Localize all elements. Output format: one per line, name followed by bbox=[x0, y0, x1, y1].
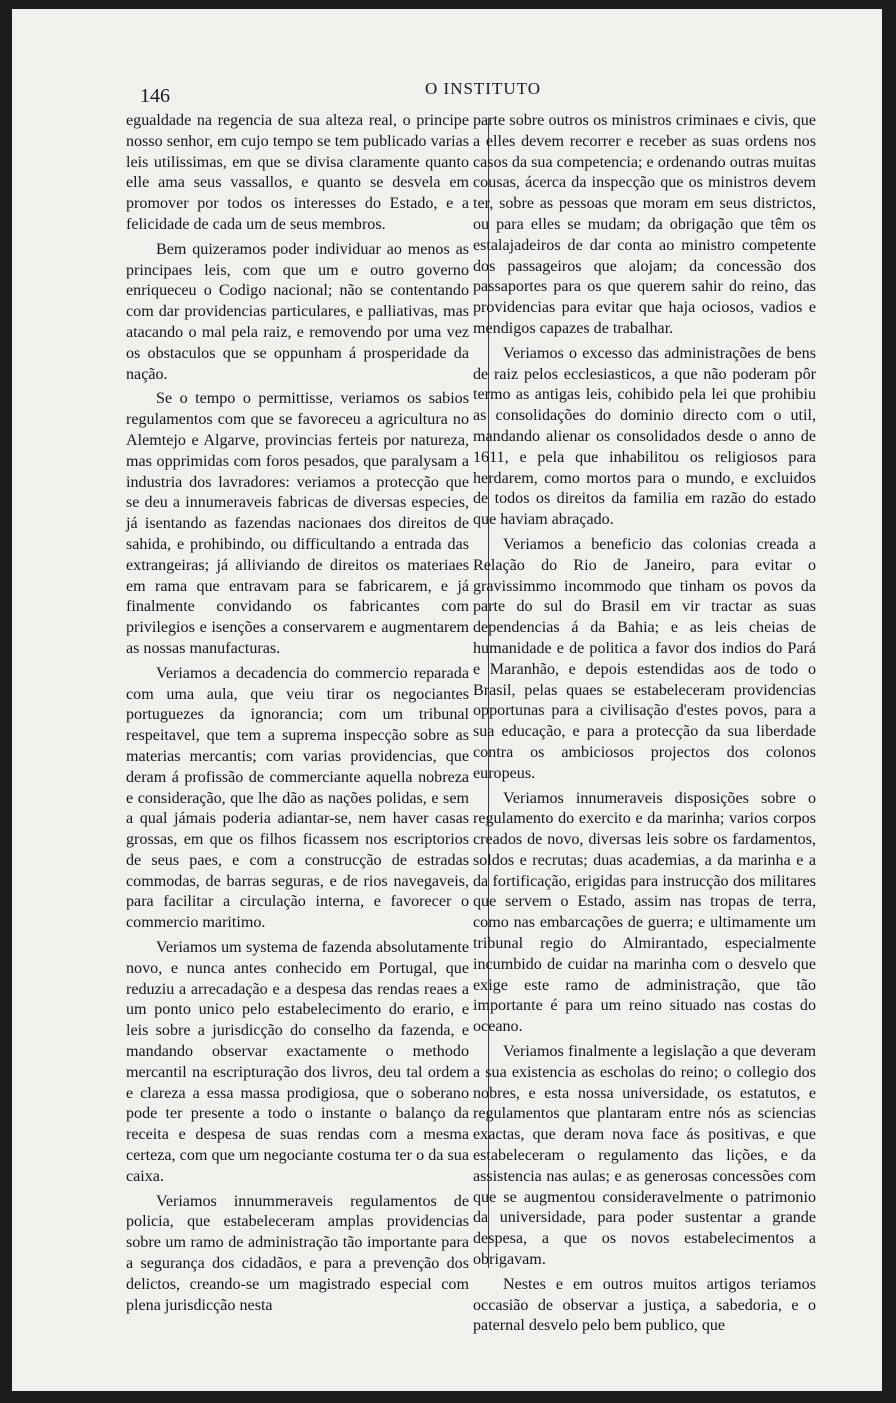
paragraph: Veriamos a beneficio das colonias creada a Relação do Rio de Janeiro, para evitar o gravissimmo incommodo que tinham os povos da parte do sul do Brasil em vir tractar as suas dependencias á da Bahia; e as leis cheias de humanidade e de politica a favor dos indios do Pará e Maranhão, e depois estendidas aos de todo o Brasil, pelas quaes se estabeleceram providencias opportunas para a civilisação d'estes povos, para a sua educação, e para a protecção da sua liberdade contra os ambiciosos projectos dos colonos europeus. bbox=[473, 535, 816, 782]
running-title: O INSTITUTO bbox=[425, 79, 541, 98]
page-number: 146 bbox=[140, 85, 170, 107]
paragraph: Nestes e em outros muitos artigos teriamos occasião de observar a justiça, a sabedoria, e o paternal desvelo pelo bem publico, que bbox=[473, 1275, 816, 1335]
paragraph: Bem quizeramos poder individuar ao menos as principaes leis, com que um e outro governo enriqueceu o Codigo nacional; não se contentando com dar providencias particulares, e palliativas, mas atacando o mal pela raiz, e removendo por uma vez os obstaculos que se oppunham á prosperidade da nação. bbox=[126, 240, 469, 383]
right-column bbox=[473, 111, 816, 1335]
paragraph: Veriamos innumeraveis disposições sobre o regulamento do exercito e da marinha; varios corpos creados de novo, diversas leis sobre os fardamentos, soldos e recrutas; duas academias, a da marinha e a da fortificação, erigidas para instrucção dos militares que servem o Estado, assim nas tropas de terra, como nas embarcações de guerra; e ultimamente um tribunal regio do Almirantado, especialmente incumbido de cuidar na marinha com o desvelo que exige este ramo de administração, que tão importante é para um reino situado nas costas do oceano. bbox=[473, 789, 816, 1036]
paragraph: Veriamos a decadencia do commercio reparada com uma aula, que veiu tirar os negociantes portuguezes da ignorancia; com um tribunal respeitavel, que tem a suprema inspecção sobre as materias mercantis; com varias providencias, que deram á profissão de commerciante aquella nobreza e consideração, que lhe dão as nações polidas, e sem a qual jámais poderia adiantar-se, nem haver casas grossas, em que os filhos ficassem nos escriptorios de seus paes, e com a construcção de estradas commodas, de barras seguras, e de rios navegaveis, para facilitar a circulação interna, e favorecer o commercio maritimo. bbox=[126, 664, 469, 932]
paragraph: Veriamos finalmente a legislação a que deveram a sua existencia as escholas do reino; o collegio dos nobres, e esta nossa universidade, os estatutos, e regulamentos que plantaram entre nós as sciencias exactas, que deram nova face ás positivas, e que estabeleceram o regulamento das lições, e da assistencia nas aulas; e as generosas concessões com que se augmentou consideravelmente o patrimonio da universidade, para poder sustentar a grande despesa, a que os novos estabelecimentos a obrigavam. bbox=[473, 1043, 816, 1269]
paragraph: Veriamos o excesso das administrações de bens de raiz pelos ecclesiasticos, a que não poderam pôr termo as antigas leis, cohibido pela lei que prohibiu as consolidações do dominio directo com o util, mandando alienar os consolidados desde o anno de 1611, e pela que inhabilitou os religiosos para herdarem, como mortos para o mundo, e excluidos de todos os direitos da familia em razão do estado que haviam abraçado. bbox=[473, 344, 816, 529]
paragraph: Veriamos um systema de fazenda absolutamente novo, e nunca antes conhecido em Portugal, que reduziu a arrecadação e a despesa das rendas reaes a um ponto unico pelo estabelecimento do erario, e leis sobre a jurisdicção do conselho da fazenda, e mandando observar exactamente o methodo mercantil na escripturação dos livros, deu tal ordem e clareza a essa massa prodigiosa, que o soberano pode ter presente a todo o instante o balanço da receita e despesa de suas rendas com a mesma certeza, com que um negociante costuma ter o da sua caixa. bbox=[126, 939, 469, 1185]
paragraph: Veriamos innummeraveis regulamentos de policia, que estabeleceram amplas providencias sobre um ramo de administração tão importante para a segurança dos cidadãos, e para a prevenção dos delictos, creando-se um magistrado especial com plena jurisdicção nesta bbox=[126, 1192, 469, 1314]
page-header bbox=[140, 73, 820, 107]
paragraph: Se o tempo o permittisse, veriamos os sabios regulamentos com que se favoreceu a agricultura no Alemtejo e Algarve, provincias ferteis por natureza, mas opprimidas com foros pesados, que paralysam a industria dos lavradores: veriamos a protecção que se deu a innumeraveis fabricas de diversas especies, já isentando as fazendas nacionaes dos direitos de sahida, e prohibindo, ou difficultando a entrada das extrangeiras; já alliviando de direitos os materiaes em rama que entravam para se fabricarem, e já finalmente convidando os fabricantes com privilegios e isenções a conservarem e augmentarem as nossas manufacturas. bbox=[126, 390, 469, 657]
paragraph: egualdade na regencia de sua alteza real, o principe nosso senhor, em cujo tempo se tem publicado varias leis utilissimas, em que se divisa claramente quanto elle ama seus vassallos, e quanto se desvela em promover por todos os interesses do Estado, e a felicidade de cada um de seus membros. bbox=[126, 112, 469, 233]
left-column bbox=[126, 111, 469, 1314]
paragraph: parte sobre outros os ministros criminaes e civis, que a elles devem recorrer e receber as suas ordens nos casos da sua competencia; e ordenando outras muitas cousas, ácerca da inspecção que os ministros devem ter, sobre as pessoas que moram em seus districtos, ou para elles se mudam; da obrigação que têm os estalajadeiros de dar conta ao ministro competente dos passageiros que alojam; da concessão dos passaportes para os que querem sahir do reino, das providencias para evitar que haja ociosos, vadios e mendigos capazes de trabalhar. bbox=[473, 112, 816, 337]
